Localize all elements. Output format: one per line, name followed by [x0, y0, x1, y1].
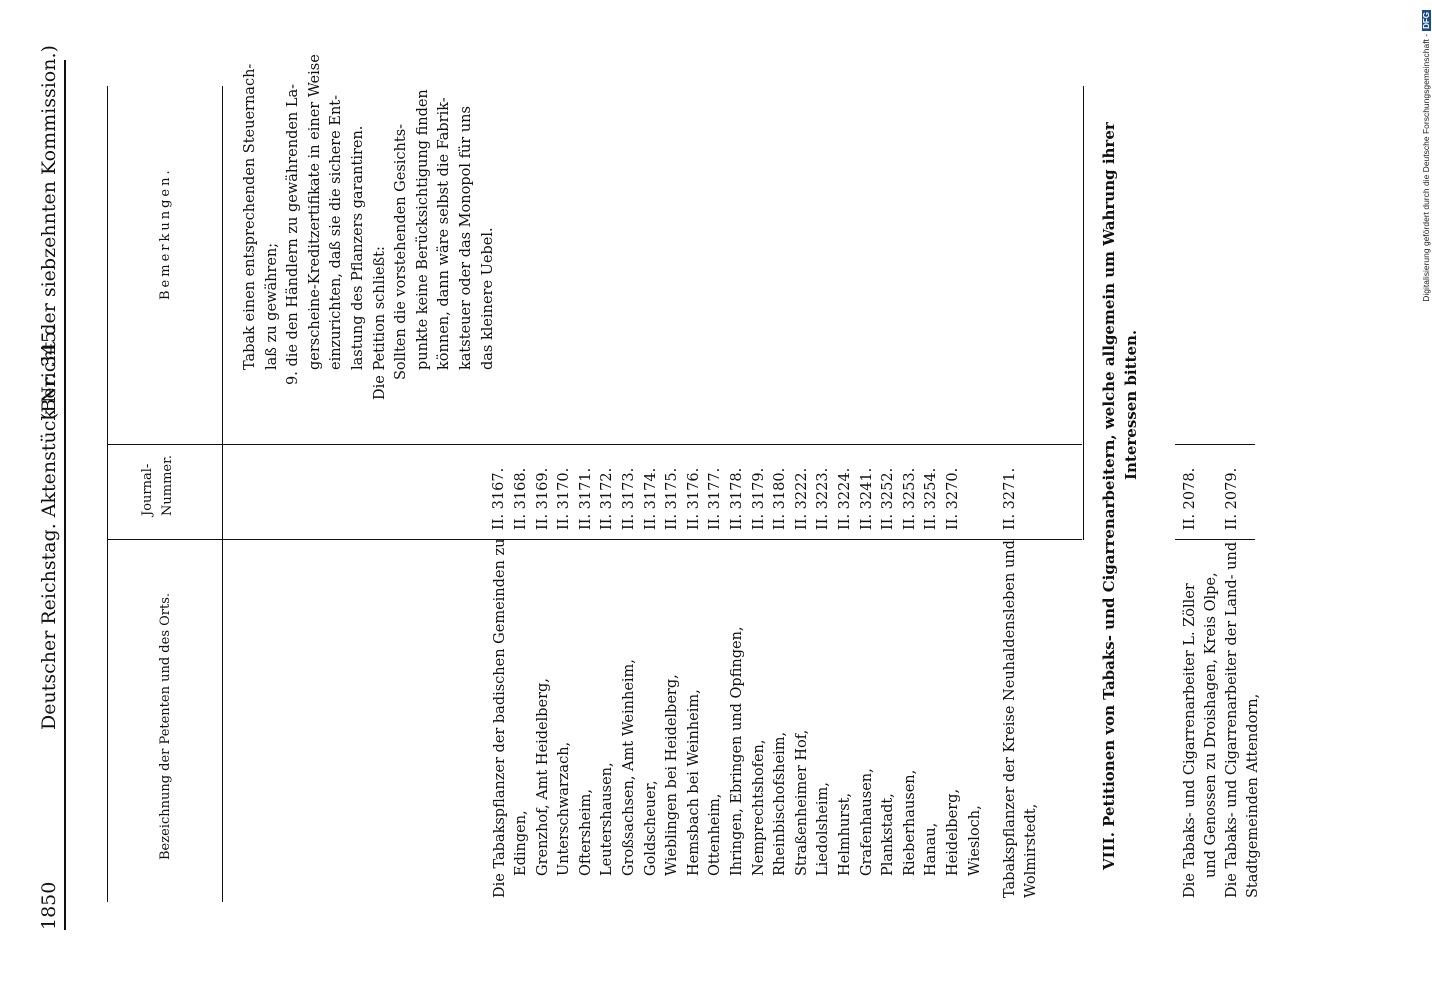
page-number: 1850 [38, 881, 60, 930]
petition-place: Hanau, [923, 822, 940, 876]
petition-place: Unterschwarzach, [556, 741, 573, 876]
last-petition-journal: II. 3271. [1002, 467, 1018, 530]
section-viii-divider-2 [1175, 444, 1255, 445]
petition-journal: II. 3172. [599, 467, 616, 530]
petition-place: Wiesloch, [966, 805, 983, 876]
remark-line: können, dann wäre selbst die Fabrik- [436, 97, 453, 370]
remark-line: Die Petition schließt: [371, 246, 388, 400]
petition-journal: II. 3168. [513, 467, 529, 530]
petition-journal: II. 3176. [685, 467, 702, 530]
viii-entry-1-journal: II. 2078. [1182, 467, 1198, 530]
running-title: Deutscher Reichstag. Aktenstück Nr. 345. [38, 325, 60, 730]
remark-line: Tabak einen entsprechenden Steuernach- [242, 63, 258, 370]
petition-place: Ottenheim, [707, 793, 724, 876]
petition-place: Rheinbischofsheim, [772, 731, 789, 876]
petition-journal: II. 3180. [772, 467, 789, 530]
petition-place: Plankstadt, [880, 793, 897, 876]
petition-journal: II. 3241. [858, 467, 875, 530]
petition-place: Helmhurst, [837, 792, 853, 876]
credit-text: Digitalisierung gefördert durch die Deutsche Forschungsgemeinschaft - [1421, 33, 1431, 302]
petition-place: Großsachsen, Amt Weinheim, [621, 659, 637, 876]
petition-place: Liedolsheim, [815, 782, 832, 876]
petition-place: Leutershausen, [599, 762, 616, 876]
header-remarks: Bemerkungen. [158, 167, 173, 300]
petition-journal: II. 3253. [901, 467, 918, 530]
header-rule [64, 60, 66, 930]
last-petition-line2: Wolmirstedt, [1023, 803, 1039, 898]
table-head-rule [222, 86, 223, 902]
viii-entry-2-line2: Stadtgemeinden Attendorn, [1245, 693, 1261, 898]
petition-journal: II. 3177. [707, 467, 724, 530]
petition-journal: II. 3222. [793, 467, 810, 530]
petition-journal: II. 3254. [923, 467, 940, 530]
report-subtitle: (Bericht der siebzehnten Kommission.) [38, 45, 60, 420]
petition-place: Goldscheuer, [642, 780, 659, 876]
remarks-block [240, 54, 499, 420]
column-divider-2 [107, 444, 1082, 445]
petition-place: Straßenheimer Hof, [793, 729, 810, 876]
petition-place: Hemsbach bei Weinheim, [685, 689, 702, 876]
remark-line: 9. die den Händlern zu gewährenden La- [285, 83, 302, 385]
table-top-rule [107, 86, 108, 902]
petition-place: Heidelberg, [945, 788, 961, 876]
petition-place: Grenzhof, Amt Heidelberg, [534, 678, 551, 876]
petition-journal: II. 3270. [945, 467, 961, 530]
remark-line: katsteuer oder das Monopol für uns [457, 106, 474, 370]
remark-line: lastung des Pflanzers garantiren. [349, 125, 366, 370]
petition-place: Ihringen, Ebringen und Opfingen, [729, 626, 745, 876]
dfg-logo: DFG [1421, 12, 1431, 29]
remark-line: das kleinere Uebel. [479, 227, 496, 370]
petition-place: Nemprechtshofen, [750, 739, 767, 876]
header-journal-2: Nummer. [160, 454, 175, 516]
remark-line: gerscheine-Kreditzertifikate in einer Weise [306, 54, 323, 370]
viii-entry-1-line1: Die Tabaks- und Cigarrenarbeiter L. Zöller [1182, 583, 1198, 898]
table-bottom-rule [1083, 86, 1084, 540]
column-divider-1 [107, 539, 1082, 540]
petition-place: Wieblingen bei Heidelberg, [664, 674, 681, 876]
petition-journal: II. 3169. [534, 467, 551, 530]
viii-entry-1-line2: und Genossen zu Droishagen, Kreis Olpe, [1203, 572, 1219, 878]
petition-journal: II. 3170. [556, 467, 573, 530]
section-viii-heading-2: Interessen bitten. [1122, 329, 1140, 480]
petition-journal: II. 3174. [642, 467, 659, 530]
remark-line: Sollten die vorstehenden Gesichts- [393, 123, 410, 380]
petition-journal: II. 3252. [880, 467, 897, 530]
petition-journal: II. 3178. [729, 467, 745, 530]
petition-journal: II. 3171. [577, 467, 594, 530]
section-viii-heading-1: VIII. Petitionen von Tabaks- und Cigarrenarbeitern, welche allgemein um Wahrung ihrer [1100, 122, 1118, 870]
petition-journal: II. 3173. [621, 467, 637, 530]
petition-journal: II. 3175. [664, 467, 681, 530]
remark-line: einzurichten, daß sie die sichere Ent- [328, 94, 345, 370]
petition-place: Oftersheim, [577, 789, 594, 876]
last-petition-line1: Tabakspflanzer der Kreise Neuhaldensleben und [1002, 540, 1018, 898]
petition-place: Grafenhausen, [858, 768, 875, 876]
header-petitioners: Bezeichnung der Petenten und des Orts. [158, 592, 173, 860]
credit-strip [1417, 0, 1432, 1000]
remark-line: laß zu gewähren; [263, 242, 280, 370]
petition-place: Edingen, [513, 810, 529, 876]
petitions-intro: Die Tabakspflanzer der badischen Gemeinden zu [492, 538, 508, 898]
viii-entry-2-line1: Die Tabaks- und Cigarrenarbeiter der Land- und [1224, 541, 1240, 898]
petition-place: Rieberhausen, [901, 769, 918, 876]
petition-journal: II. 3167. [491, 467, 508, 530]
petition-journal: II. 3223. [815, 467, 832, 530]
petition-journal: II. 3224. [837, 467, 853, 530]
remark-line: punkte keine Berücksichtigung finden [414, 89, 431, 370]
header-journal-1: Journal- [140, 463, 155, 516]
section-viii-divider-1 [1175, 539, 1255, 540]
viii-entry-2-journal: II. 2079. [1224, 467, 1240, 530]
petition-journal: II. 3179. [750, 467, 767, 530]
